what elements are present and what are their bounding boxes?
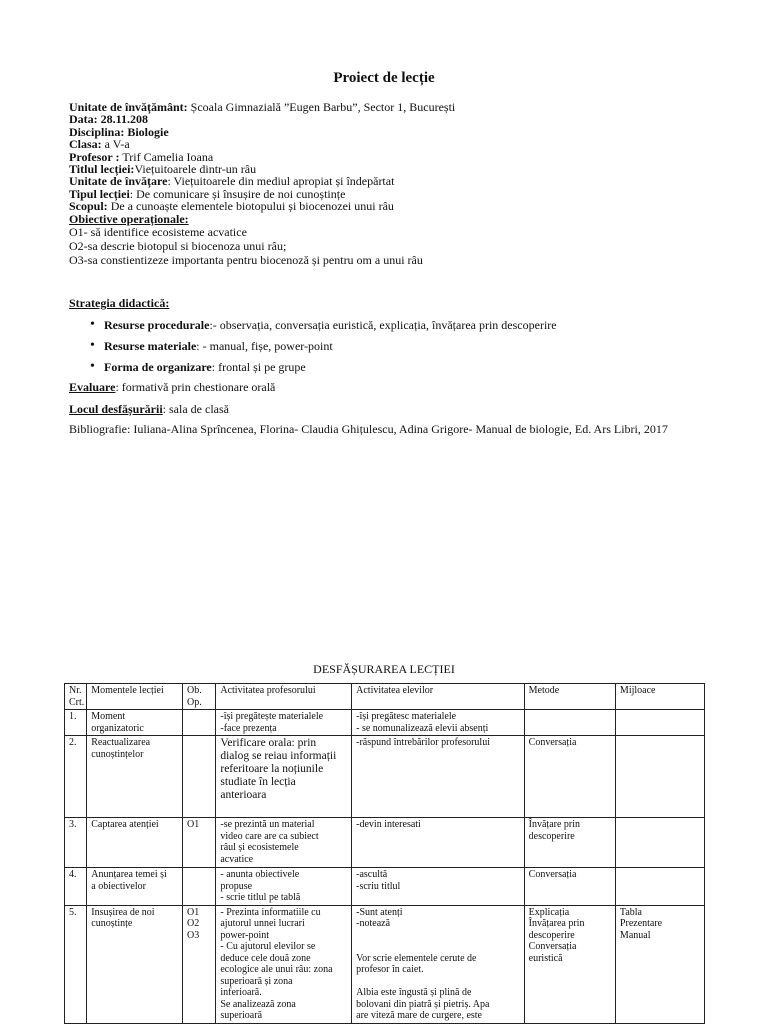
table-cell: 2. <box>65 736 87 818</box>
table-cell: Verificare orala: prin dialog se reiau informații referitoare la noțiunile studiate în lecția anterioara <box>216 736 352 818</box>
table-cell: Explicația Învățarea prin descoperire Conversația euristică <box>524 905 615 1023</box>
table-cell <box>182 868 215 906</box>
meta-label: Unitate de învățământ: <box>69 100 188 114</box>
meta-label: Tipul lecției <box>69 186 130 201</box>
table-cell <box>615 736 704 818</box>
header-teacher-activity: Activitatea profesorului <box>216 684 352 710</box>
lesson-table <box>64 683 705 1024</box>
header-means: Mijloace <box>615 684 704 710</box>
table-cell: -ascultă -scriu titlul <box>352 868 525 906</box>
table-cell: - anunta obiectivele propuse - scrie titlul pe tablă <box>216 868 352 906</box>
table-cell: Învățare prin descoperire <box>524 818 615 868</box>
lesson-metadata <box>69 101 729 267</box>
meta-value: De a cunoaște elementele biotopului și biocenozei unui râu <box>107 199 394 214</box>
meta-value: : De comunicare și însușire de noi cunoștințe <box>129 186 346 201</box>
meta-row-discipline <box>69 126 729 138</box>
location-label: Locul desfășurării <box>69 402 163 416</box>
table-cell: O1 <box>182 818 215 868</box>
header-methods: Metode <box>524 684 615 710</box>
table-row <box>65 868 705 906</box>
table-cell <box>524 710 615 736</box>
evaluation-value: : formativă prin chestionare orală <box>115 380 276 394</box>
table-cell: Reactualizarea cunoștințelor <box>87 736 183 818</box>
table-cell: 5. <box>65 905 87 1023</box>
meta-value: Școala Gimnazială ”Eugen Barbu”, Sector 1, București <box>187 100 456 114</box>
table-cell: Anunțarea temei și a obiectivelor <box>87 868 183 906</box>
header-moments: Momentele lecției <box>87 684 183 710</box>
list-item <box>90 339 557 360</box>
table-cell: -devin interesati <box>352 818 525 868</box>
meta-label: Disciplina: Biologie <box>69 124 169 139</box>
table-cell: -își pregătesc materialele - se nomunalizează elevii absenți <box>352 710 525 736</box>
table-cell: 1. <box>65 710 87 736</box>
table-cell: -Sunt atenți -notează Vor scrie elementele cerute de profesor în caiet. Albia este îngustă și plină de bolovani din piatră și pietriș. Apa are viteză mare de curgere, este <box>352 905 525 1023</box>
table-cell: Conversația <box>524 868 615 906</box>
meta-value: : Viețuitoarele din mediul apropiat și îndepărtat <box>167 174 395 189</box>
table-cell: -se prezintă un material video care are ca subiect râul și ecosistemele acvatice <box>216 818 352 868</box>
page-title: Proiect de lecție <box>333 70 435 86</box>
meta-label: Clasa: <box>69 137 102 152</box>
table-cell: -își pregătește materialele -face prezența <box>216 710 352 736</box>
bibliography: Bibliografie: Iuliana-Alina Sprîncenea, Florina- Claudia Ghițulescu, Adina Grigore- Manual de biologie, Ed. Ars Libri, 2017 <box>69 422 668 436</box>
table-cell: Captarea atenției <box>87 818 183 868</box>
table-cell: -răspund întrebărilor profesorului <box>352 736 525 818</box>
meta-label: Profesor : <box>69 149 120 164</box>
objectives-heading: Obiective operaționale: <box>69 211 189 226</box>
strategy-value: : - manual, fișe, power-point <box>196 339 333 353</box>
location-line <box>69 402 229 417</box>
table-header-row <box>65 684 705 710</box>
meta-label: Titlul lecției: <box>69 162 135 177</box>
table-row <box>65 736 705 818</box>
objective-item: O1- să identifice ecosisteme acvatice <box>69 225 247 240</box>
meta-label: Unitate de învățare <box>69 174 168 189</box>
strategy-label: Resurse procedurale <box>104 318 210 332</box>
strategy-heading: Strategia didactică: <box>69 296 170 310</box>
meta-row-goal <box>69 200 729 212</box>
table-cell: - Prezinta informatiile cu ajutorul unnei lucrari power-point - Cu ajutorul elevilor se deduce cele două zone ecologice ale unui râu: zona superioară și zona inferioară. Se analizează zona superioară <box>216 905 352 1023</box>
objective-item: O3-sa constientizeze importanta pentru biocenoză și pentru om a unui râu <box>69 253 423 268</box>
table-row <box>65 905 705 1023</box>
table-cell: Insușirea de noi cunoștințe <box>87 905 183 1023</box>
table-cell: O1 O2 O3 <box>182 905 215 1023</box>
meta-value: Trif Camelia Ioana <box>119 149 214 164</box>
strategy-label: Resurse materiale <box>104 339 197 353</box>
table-row <box>65 818 705 868</box>
table-row <box>65 710 705 736</box>
table-cell: 3. <box>65 818 87 868</box>
strategy-list <box>90 318 557 381</box>
location-value: : sala de clasă <box>162 402 229 416</box>
header-student-activity: Activitatea elevilor <box>352 684 525 710</box>
table-cell <box>615 868 704 906</box>
strategy-value: :- observația, conversația euristică, explicația, învățarea prin descoperire <box>209 318 557 332</box>
objective-item: O2-sa descrie biotopul si biocenoza unui râu; <box>69 239 287 254</box>
table-cell: Conversația <box>524 736 615 818</box>
meta-label: Data: 28.11.208 <box>69 112 148 127</box>
meta-row-school <box>69 101 729 113</box>
header-nr: Nr. Crt. <box>65 684 87 710</box>
table-cell <box>615 710 704 736</box>
list-item <box>90 360 557 381</box>
evaluation-label: Evaluare <box>69 380 116 394</box>
section-title: DESFĂȘURAREA LECȚIEI <box>313 662 455 676</box>
table-cell: Moment organizatoric <box>87 710 183 736</box>
table-cell <box>182 736 215 818</box>
table-cell: 4. <box>65 868 87 906</box>
meta-label: Scopul: <box>69 199 108 214</box>
table-cell <box>182 710 215 736</box>
strategy-value: : frontal și pe grupe <box>211 360 306 374</box>
meta-value: Viețuitoarele dintr-un râu <box>134 162 257 177</box>
evaluation-line <box>69 380 275 395</box>
table-cell <box>615 818 704 868</box>
list-item <box>90 318 557 339</box>
header-objectives: Ob. Op. <box>182 684 215 710</box>
meta-value: a V-a <box>101 137 130 152</box>
strategy-label: Forma de organizare <box>104 360 212 374</box>
table-cell: Tabla Prezentare Manual <box>615 905 704 1023</box>
